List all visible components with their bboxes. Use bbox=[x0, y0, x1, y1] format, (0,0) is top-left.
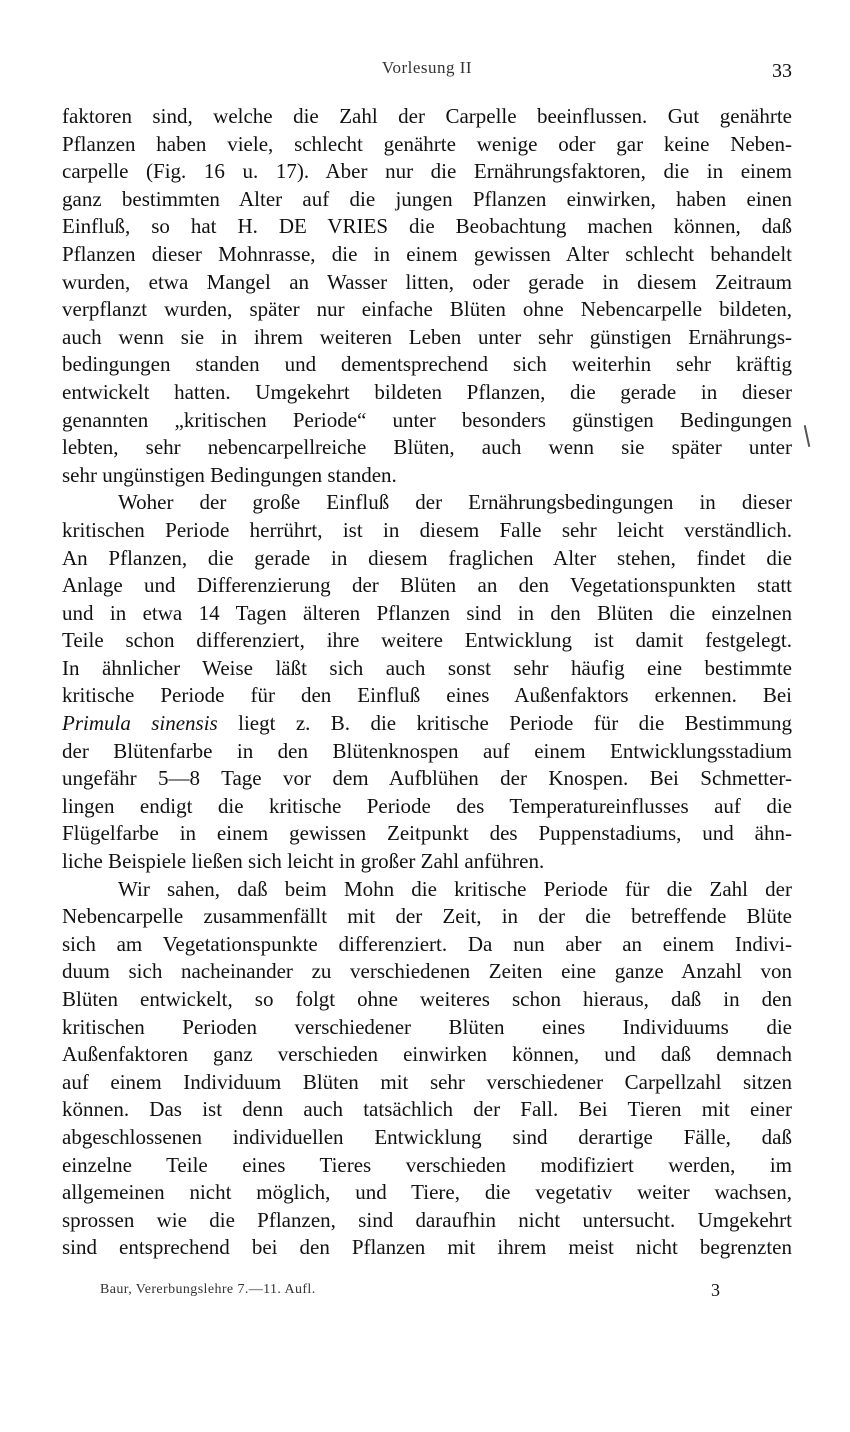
text-line: liche Beispiele ließen sich leicht in großer Zahl anführen. bbox=[62, 849, 545, 874]
text-line: sprossen wie die Pflanzen, sind daraufhin nicht untersucht. Umgekehrt bbox=[62, 1207, 792, 1232]
text-line: Teile schon differenziert, ihre weitere Entwicklung ist damit festgelegt. bbox=[62, 628, 792, 653]
text-line: kritischen Periode herrührt, ist in diesem Falle sehr leicht verständlich. bbox=[62, 517, 792, 542]
text-line: lingen endigt die kritische Periode des Temperatureinflusses auf die bbox=[62, 793, 792, 818]
text-line: Außenfaktoren ganz verschieden einwirken können, und daß demnach bbox=[62, 1042, 792, 1067]
text-line: carpelle (Fig. 16 u. 17). Aber nur die Ernährungsfaktoren, die in einem bbox=[62, 159, 792, 184]
page-header bbox=[62, 58, 792, 88]
text-line: auch wenn sie in ihrem weiteren Leben unter sehr günstigen Ernährungs- bbox=[62, 324, 792, 349]
text-line: einzelne Teile eines Tieres verschieden modifiziert werden, im bbox=[62, 1152, 792, 1177]
text-line: sind entsprechend bei den Pflanzen mit ihrem meist nicht begrenzten bbox=[62, 1235, 792, 1260]
text-line: Pflanzen haben viele, schlecht genährte wenige oder gar keine Neben- bbox=[62, 131, 792, 156]
text-line: kritische Periode für den Einfluß eines Außenfaktors erkennen. Bei bbox=[62, 683, 792, 708]
text-line: sehr ungünstigen Bedingungen standen. bbox=[62, 462, 397, 487]
text-line: ungefähr 5—8 Tage vor dem Aufblühen der Knospen. Bei Schmetter- bbox=[62, 766, 792, 791]
text-line: bedingungen standen und dementsprechend sich weiterhin sehr kräftig bbox=[62, 352, 792, 377]
text-line: Wir sahen, daß beim Mohn die kritische Periode für die Zahl der bbox=[118, 876, 792, 901]
signature-mark: 3 bbox=[711, 1280, 720, 1300]
running-head: Vorlesung II bbox=[381, 58, 473, 77]
text-line: wurden, etwa Mangel an Wasser litten, oder gerade in diesem Zeitraum bbox=[62, 269, 792, 294]
text-line: können. Das ist denn auch tatsächlich der Fall. Bei Tieren mit einer bbox=[62, 1097, 792, 1122]
text-line: verpflanzt wurden, später nur einfache Blüten ohne Nebencarpelle bildeten, bbox=[62, 297, 792, 322]
text-line: Blüten entwickelt, so folgt ohne weiteres schon hieraus, daß in den bbox=[62, 987, 792, 1011]
page-number: 33 bbox=[772, 60, 792, 82]
body-text bbox=[62, 103, 792, 1262]
text-line: Nebencarpelle zusammenfällt mit der Zeit, in der die betreffende Blüte bbox=[62, 904, 792, 929]
text-line: An Pflanzen, die gerade in diesem fraglichen Alter stehen, findet die bbox=[62, 545, 792, 570]
text-line: auf einem Individuum Blüten mit sehr verschiedener Carpellzahl sitzen bbox=[62, 1069, 792, 1094]
text-line: genannten „kritischen Periode“ unter besonders günstigen Bedingungen bbox=[62, 407, 792, 432]
footer-citation: Baur, Vererbungslehre 7.—11. Aufl. bbox=[100, 1282, 316, 1297]
text-line: ganz bestimmten Alter auf die jungen Pflanzen einwirken, haben einen bbox=[62, 186, 792, 211]
text-line: duum sich nacheinander zu verschiedenen Zeiten eine ganze Anzahl von bbox=[62, 959, 792, 984]
text-line: Einfluß, so hat H. DE VRIES die Beobachtung machen können, daß bbox=[62, 214, 792, 239]
text-line: Primula sinensis liegt z. B. die kritische Periode für die Bestimmung bbox=[62, 711, 792, 736]
text-line: Woher der große Einfluß der Ernährungsbedingungen in dieser bbox=[118, 490, 792, 515]
text-line: abgeschlossenen individuellen Entwicklung sind derartige Fälle, daß bbox=[62, 1124, 792, 1149]
text-line: lebten, sehr nebencarpellreiche Blüten, auch wenn sie später unter bbox=[62, 435, 792, 460]
margin-mark bbox=[804, 425, 811, 447]
text-line: entwickelt hatten. Umgekehrt bildeten Pflanzen, die gerade in dieser bbox=[62, 379, 792, 404]
text-line: Pflanzen dieser Mohnrasse, die in einem gewissen Alter schlecht behandelt bbox=[62, 241, 792, 266]
text-line: der Blütenfarbe in den Blütenknospen auf einem Entwicklungsstadium bbox=[62, 738, 792, 763]
page-footer bbox=[100, 1282, 720, 1306]
text-line: Anlage und Differenzierung der Blüten an den Vegetationspunkten statt bbox=[62, 573, 792, 598]
text-line: kritischen Perioden verschiedener Blüten eines Individuums die bbox=[62, 1014, 792, 1039]
text-line: In ähnlicher Weise läßt sich auch sonst sehr häufig eine bestimmte bbox=[62, 655, 792, 680]
text-line: faktoren sind, welche die Zahl der Carpelle beeinflussen. Gut genährte bbox=[62, 104, 792, 128]
text-line: Flügelfarbe in einem gewissen Zeitpunkt des Puppenstadiums, und ähn- bbox=[62, 821, 792, 846]
text-line: sich am Vegetationspunkte differenziert. Da nun aber an einem Indivi- bbox=[62, 931, 792, 956]
text-line: allgemeinen nicht möglich, und Tiere, die vegetativ weiter wachsen, bbox=[62, 1180, 792, 1205]
text-line: und in etwa 14 Tagen älteren Pflanzen sind in den Blüten die einzelnen bbox=[62, 600, 792, 625]
